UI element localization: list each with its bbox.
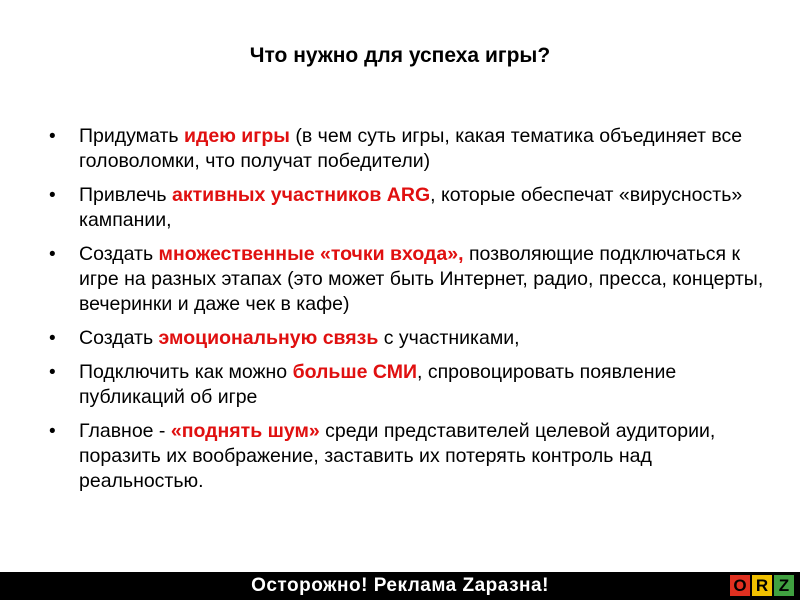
bullet-text: (в чем суть игры, какая тематика объединяет все головоломки, что получат победители)	[79, 125, 743, 172]
logo-letter-r: R	[752, 575, 772, 596]
bullet-text: Привлечь	[79, 184, 172, 206]
logo-letter-z: Z	[774, 575, 794, 596]
slide-title: Что нужно для успеха игры?	[249, 44, 551, 67]
bullet-item	[46, 124, 766, 174]
bullet-highlight: больше СМИ	[292, 361, 418, 383]
bullet-highlight: «поднять шум»	[170, 420, 320, 442]
bullet-text: позволяющие подключаться к игре на разных этапах (это может быть Интернет, радио, пресса, концерты, вечеринки и даже чек в кафе)	[79, 243, 764, 315]
bullet-dot-icon: •	[49, 126, 56, 147]
bullet-dot-icon: •	[49, 244, 56, 265]
bullet-text: Создать	[79, 327, 159, 349]
bullet-highlight: множественные «точки входа»,	[158, 243, 464, 265]
footer-slogan: Осторожно! Реклама Zаразна!	[251, 575, 549, 596]
logo-letter-o: O	[730, 575, 750, 596]
bullet-text: Главное -	[79, 420, 171, 442]
bullet-item	[46, 419, 766, 494]
bullet-text: , которые обеспечат «вирусность» кампании,	[79, 184, 743, 231]
bullet-dot-icon: •	[49, 328, 56, 349]
bullet-dot-icon: •	[49, 185, 56, 206]
bullet-text: Придумать	[79, 125, 184, 147]
bullet-dot-icon: •	[49, 362, 56, 383]
bullet-text: с участниками,	[378, 327, 520, 349]
bullet-dot-icon: •	[49, 421, 56, 442]
bullet-item	[46, 242, 766, 317]
bullet-highlight: активных участников ARG	[171, 184, 431, 206]
bullet-highlight: эмоциональную связь	[158, 327, 379, 349]
footer-bar	[0, 572, 800, 600]
orz-logo	[730, 575, 794, 596]
bullet-item	[46, 360, 766, 410]
bullet-text: Подключить как можно	[79, 361, 293, 383]
bullet-item	[46, 183, 766, 233]
bullet-list	[46, 124, 766, 503]
bullet-text: среди представителей целевой аудитории, поразить их воображение, заставить их потерять контроль над реальностью.	[79, 420, 716, 492]
bullet-text: , спровоцировать появление публикаций об игре	[79, 361, 677, 408]
bullet-highlight: идею игры	[184, 125, 290, 147]
bullet-text: Создать	[79, 243, 159, 265]
bullet-item	[46, 326, 766, 351]
